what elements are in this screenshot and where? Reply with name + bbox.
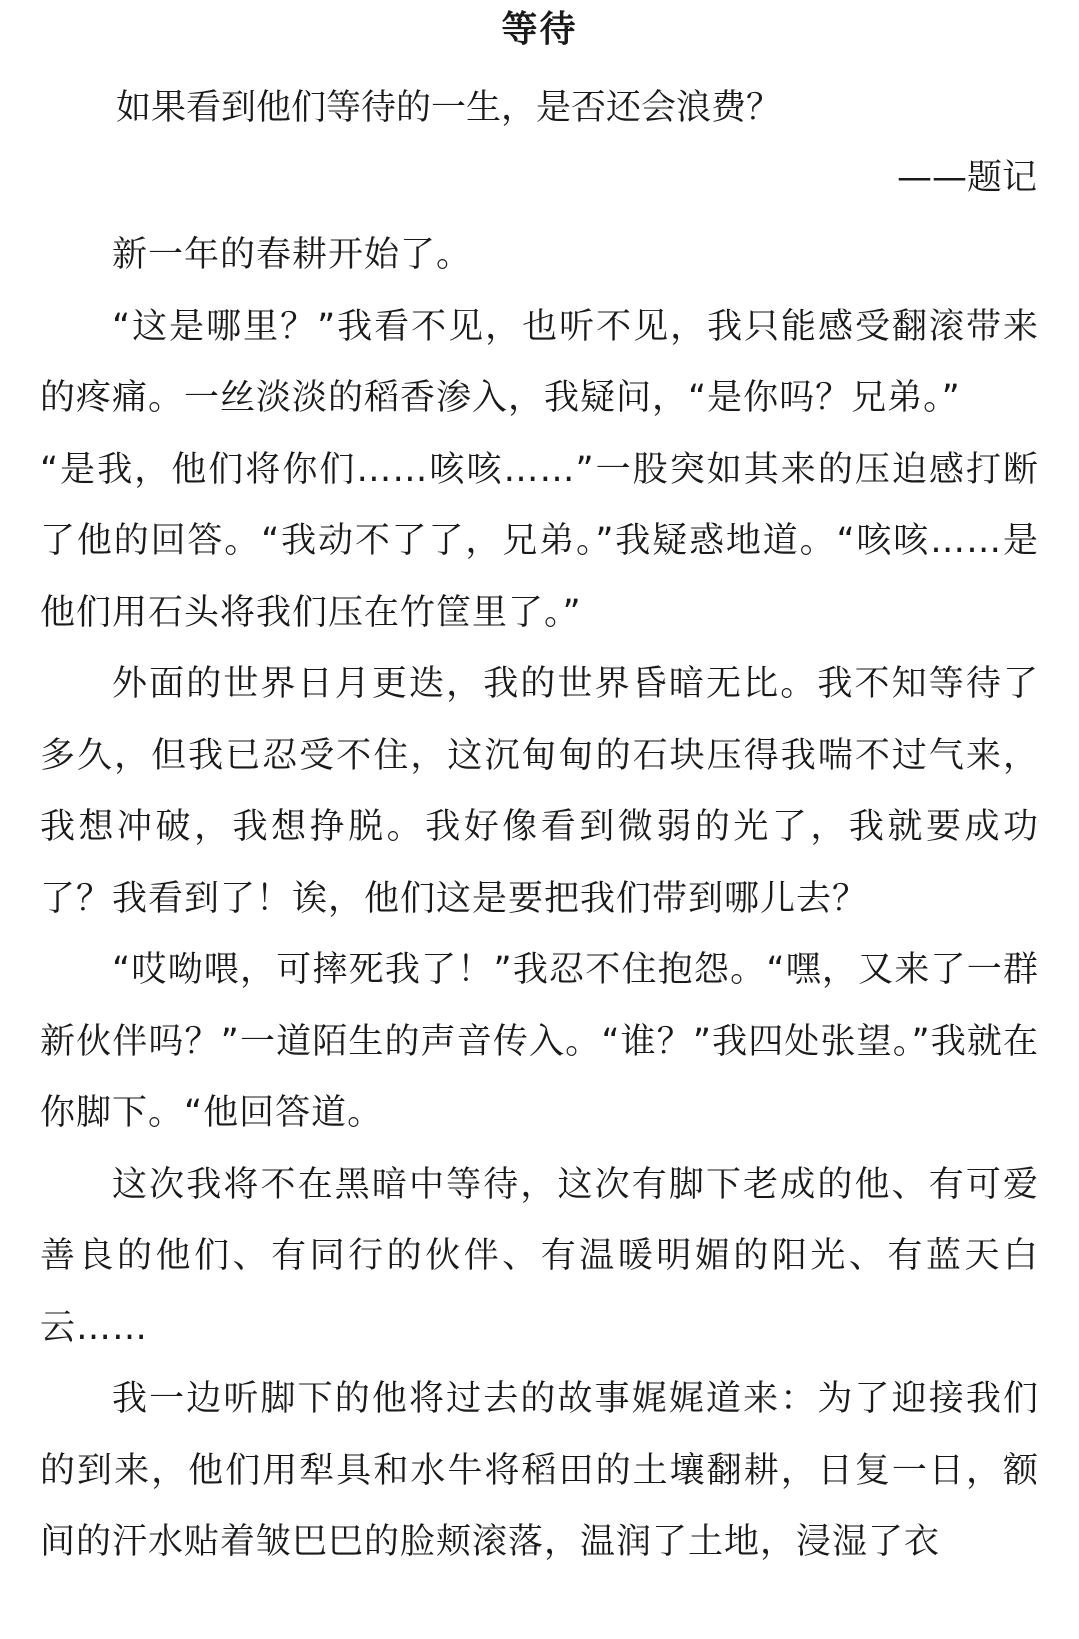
essay-body	[40, 220, 1039, 1579]
epigraph: 如果看到他们等待的一生，是否还会浪费？	[116, 88, 782, 128]
paragraph: “哎呦喂，可摔死我了！”我忍不住抱怨。“嘿，又来了一群新伙伴吗？”一道陌生的声音传入。“谁？”我四处张望。”我就在你脚下。“他回答道。	[40, 950, 1039, 1133]
paragraph: “是我，他们将你们……咳咳……”一股突如其来的压迫感打断了他的回答。“我动不了了，兄弟。”我疑惑地道。“咳咳……是他们用石头将我们压在竹筐里了。”	[40, 449, 1039, 633]
paragraph: “这是哪里？”我看不见，也听不见，我只能感受翻滚带来的疼痛。一丝淡淡的稻香渗入，我疑问，“是你吗？兄弟。”	[40, 306, 1039, 418]
essay-title: 等待	[501, 9, 578, 50]
paragraph: 这次我将不在黑暗中等待，这次有脚下老成的他、有可爱善良的他们、有同行的伙伴、有温暖明媚的阳光、有蓝天白云……	[40, 1164, 1039, 1348]
paragraph: 我一边听脚下的他将过去的故事娓娓道来：为了迎接我们的到来，他们用犁具和水牛将稻田的土壤翻耕，日复一日，额间的汗水贴着皱巴巴的脸颊滚落，温润了土地，浸湿了衣	[40, 1379, 1039, 1562]
epigraph-signature: ——题记	[896, 158, 1037, 198]
paragraph: 新一年的春耕开始了。	[112, 235, 473, 275]
paragraph: 外面的世界日月更迭，我的世界昏暗无比。我不知等待了多久，但我已忍受不住，这沉甸甸的石块压得我喘不过气来，我想冲破，我想挣脱。我好像看到微弱的光了，我就要成功了？我看到了！诶，他们这是要把我们带到哪儿去？	[40, 664, 1039, 919]
